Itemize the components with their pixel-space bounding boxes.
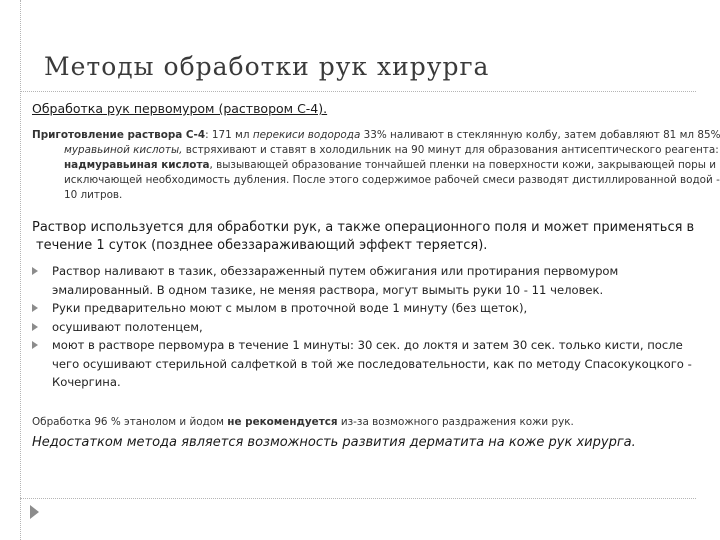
list-item (32, 299, 696, 318)
prep-text-1: : 171 мл (205, 129, 253, 141)
usage-paragraph: Раствор используется для обработки рук, а также операционного поля и может применяться в течение 1 суток (позднее обеззараживающий эффект теряется). (32, 220, 695, 253)
triangle-right-icon (32, 341, 38, 349)
list-item-text: осушивают полотенцем, (52, 319, 203, 334)
left-dotted-rule (20, 0, 21, 540)
section-heading: Обработка рук первомуром (раствором С-4). (32, 101, 328, 116)
slide-title: Методы обработки рук хирурга (44, 52, 490, 81)
top-dotted-rule (20, 91, 696, 92)
list-item-text: моют в растворе первомура в течение 1 минуты: 30 сек. до локтя и затем 30 сек. только кисти, после чего осушивают стерильной салфеткой в той же последовательности, как по методу Спасокукоцкого - Кочергина. (52, 338, 692, 389)
prep-text-2: 33% наливают в стеклянную колбу, затем добавляют 81 мл 85% (360, 129, 720, 141)
list-item-text: Руки предварительно моют с мылом в проточной воде 1 минуту (без щеток), (52, 301, 528, 315)
prep-peroxide: перекиси водорода (252, 129, 361, 141)
preparation-paragraph (32, 128, 720, 203)
preparation-lead: Приготовление раствора С-4 (32, 129, 206, 141)
conclusion-text: Недостатком метода является возможность развития дерматита на коже рук хирурга. (32, 435, 636, 450)
prep-formic-acid: муравьиной кислоты, (64, 144, 183, 156)
note-text-2: из-за возможного раздражения кожи рук. (337, 416, 574, 428)
triangle-right-icon (32, 304, 38, 312)
note-text-1: Обработка 96 % этанолом и йодом (32, 416, 228, 428)
note-warning: не рекомендуется (227, 416, 338, 428)
bottom-dotted-rule (20, 498, 696, 499)
triangle-right-icon (32, 323, 38, 331)
prep-product: надмуравьиная кислота (64, 159, 210, 171)
list-item (32, 318, 696, 337)
triangle-right-icon (30, 505, 39, 519)
triangle-right-icon (32, 267, 38, 275)
prep-text-3: встряхивают и ставят в холодильник на 90 минут для образования антисептического реагента: (182, 144, 719, 156)
prep-text-4: , вызывающей образование тончайшей пленки на поверхности кожи, закрывающей поры и исключающей необходимость дубления. После этого содержимое рабочей смеси разводят дистиллированной водой - 10 литров. (64, 159, 720, 201)
list-item-text: Раствор наливают в тазик, обеззараженный путем обжигания или протирания первомуром эмалированный. В одном тазике, не меняя раствора, могут вымыть руки 10 - 11 человек. (52, 264, 619, 297)
list-item (32, 262, 696, 299)
list-item (32, 336, 696, 392)
ethanol-note (32, 416, 574, 428)
procedure-list (32, 262, 696, 392)
